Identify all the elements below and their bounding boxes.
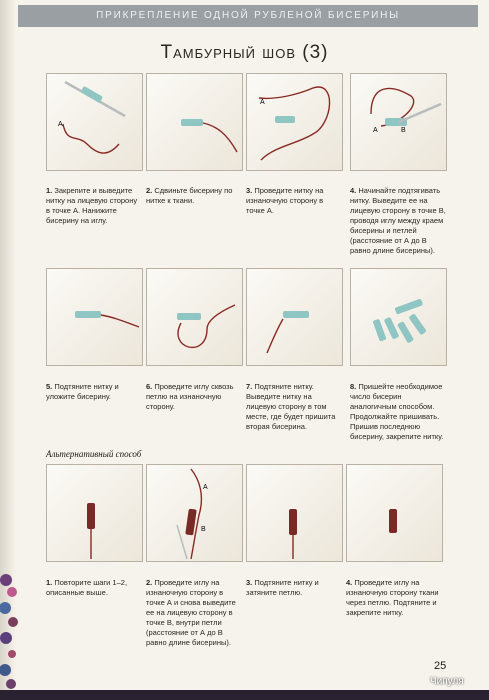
beaded-flower-decoration <box>0 560 22 700</box>
step-photo-7 <box>246 268 343 366</box>
caption-alt-step-4: 4. Проведите иглу на изнаночную сторону ткани через петлю. Подтяните и закрепите нитку. <box>346 578 439 617</box>
svg-text:A: A <box>260 99 265 106</box>
caption-step-1: 1. Закрепите и выведите нитку на лицевую сторону в точке А. Нанижите бисерину на иглу. <box>46 186 138 225</box>
step-photo-1 <box>46 73 143 171</box>
svg-text:A: A <box>373 127 378 134</box>
watermark: Чипуля <box>430 676 464 687</box>
step-photo-5 <box>46 268 143 366</box>
step-photo-4 <box>350 73 447 171</box>
bottom-edge <box>0 690 489 700</box>
svg-text:B: B <box>201 526 206 533</box>
caption-alt-step-3: 3. Подтяните нитку и затяните петлю. <box>246 578 319 597</box>
svg-text:A: A <box>203 484 208 491</box>
page-title: Тамбурный шов (3) <box>160 42 329 63</box>
step-photo-2 <box>146 73 243 171</box>
step-photo-8 <box>350 268 447 366</box>
step-photo-6 <box>146 268 243 366</box>
page-number: 25 <box>434 660 447 672</box>
label-a: A <box>58 121 63 128</box>
caption-step-3: 3. Проведите нитку на изнаночную сторону в точке А. <box>246 186 324 215</box>
step-photo-3 <box>246 73 343 171</box>
caption-alt-step-1: 1. Повторите шаги 1–2, описанные выше. <box>46 578 128 597</box>
alt-step-photo-1 <box>46 464 143 562</box>
alternative-method-label: Альтернативный способ <box>46 449 142 459</box>
caption-step-6: 6. Проведите иглу сквозь петлю на изнаночную сторону. <box>146 382 234 411</box>
caption-step-8: 8. Пришейте необходимое число бисерин аналогичным способом. Продолжайте пришивать. Пришив последнюю бисерину, закрепите нитку. <box>350 382 444 441</box>
caption-alt-step-2: 2. Проведите иглу на изнаночную сторону в точке А и снова выведите ее на лицевую сторону в точке В, внутри петли (расстояние от А до В равно длине бисерины). <box>146 578 236 647</box>
caption-step-5: 5. Подтяните нитку и уложите бисерину. <box>46 382 119 401</box>
section-header-text: ПРИКРЕПЛЕНИЕ ОДНОЙ РУБЛЕНОЙ БИСЕРИНЫ <box>96 10 400 21</box>
section-header <box>18 5 478 27</box>
svg-text:B: B <box>401 127 406 134</box>
alt-step-photo-3 <box>246 464 343 562</box>
caption-step-2: 2. Сдвиньте бисерину по нитке к ткани. <box>146 186 233 205</box>
caption-step-7: 7. Подтяните нитку. Выведите нитку на лицевую сторону в том месте, где будет пришита вторая бисерина. <box>246 382 336 431</box>
alt-step-photo-4 <box>346 464 443 562</box>
caption-step-4: 4. Начинайте подтягивать нитку. Выведите ее на лицевую сторону в точке В, проводя иглу между краем бисерины и петлей (расстояние от А до В равно длине бисерины). <box>350 186 446 255</box>
alt-step-photo-2 <box>146 464 243 562</box>
